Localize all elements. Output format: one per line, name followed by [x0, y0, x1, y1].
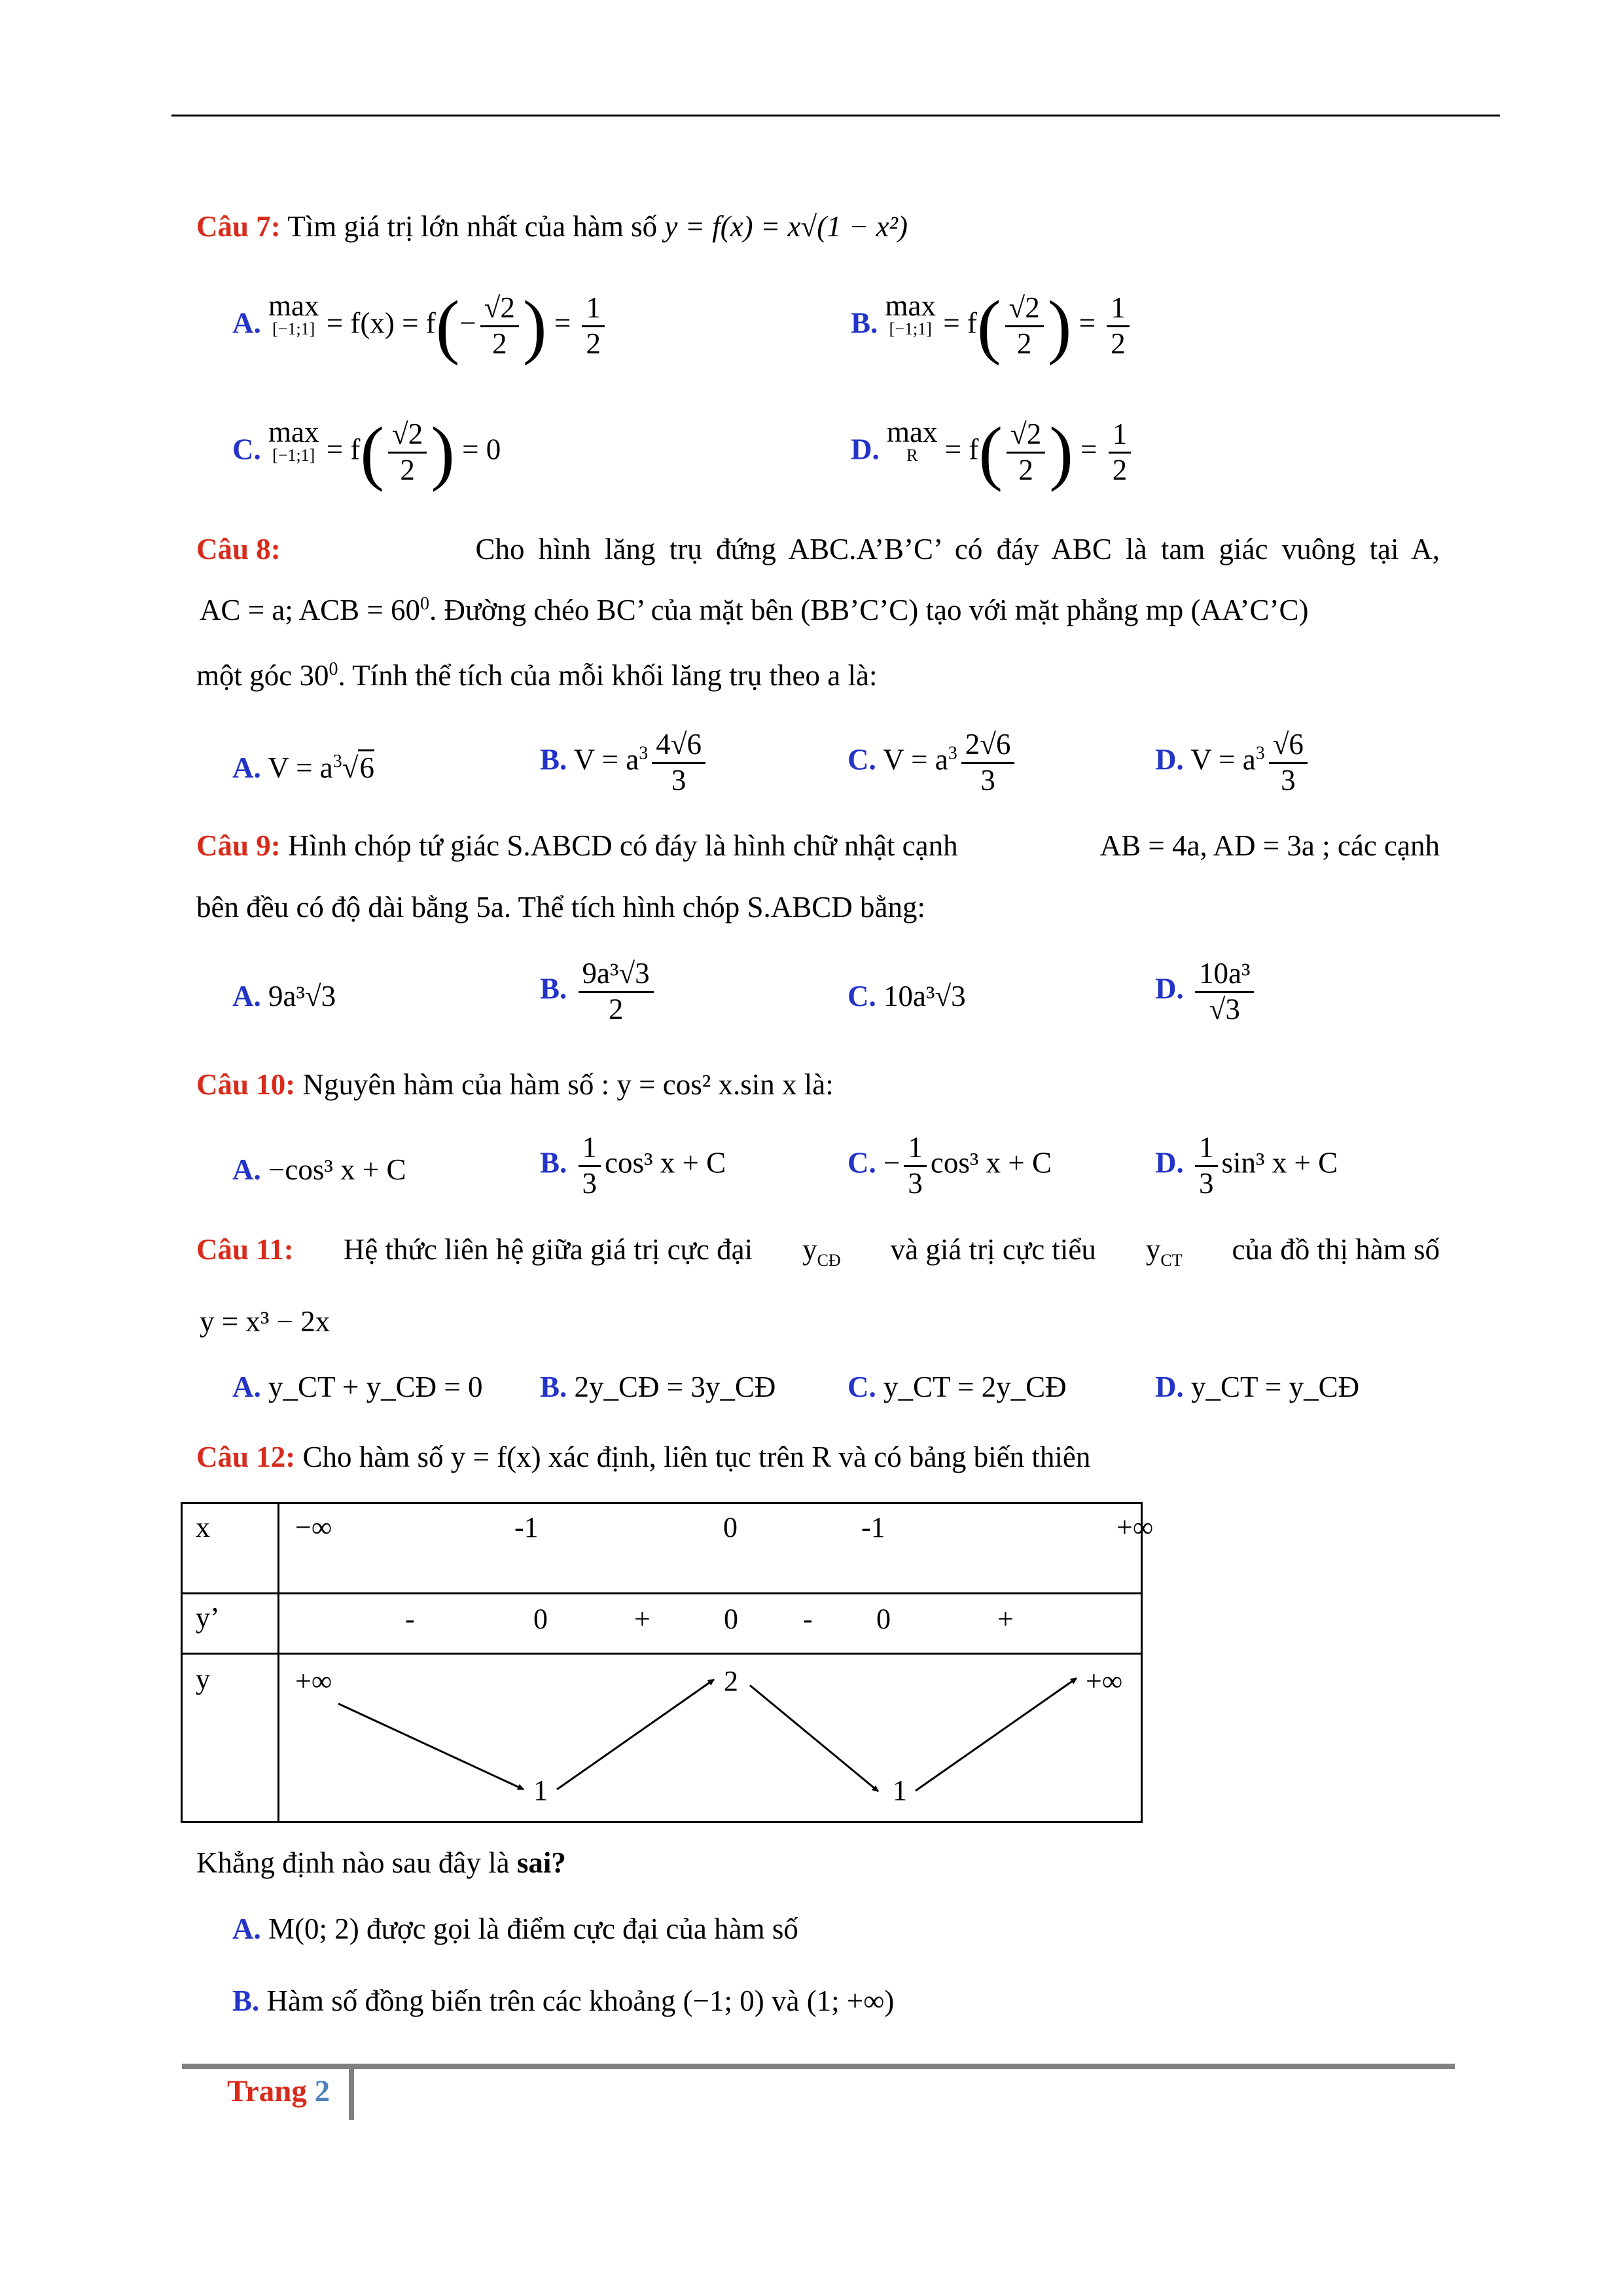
q8-option-d [1155, 728, 1311, 798]
q8-c-letter: C. [847, 743, 876, 776]
q9-b-letter: B. [540, 972, 567, 1005]
q12-option-a [232, 1914, 798, 1944]
yprime-sign: + [634, 1603, 651, 1635]
q7-b-letter: B. [851, 306, 878, 340]
q8-c-fraction: $\frac{2√6}{3}$ [961, 728, 1015, 798]
q7-line [196, 211, 908, 243]
footer-rule [182, 2064, 1455, 2069]
q10-a-letter: A. [232, 1153, 261, 1186]
q11-text1b: và giá trị cực tiểu [890, 1233, 1096, 1266]
q7-a-letter: A. [232, 306, 261, 340]
q8-text3b: . Tính thể tích của mỗi khối lăng trụ theo a là: [338, 659, 878, 692]
q9-d-fraction: $\frac{\text{10a³}}{√3}$ [1195, 957, 1254, 1027]
q8-c-pre: V = a [883, 743, 948, 776]
q12-a-text: M(0; 2) được gọi là điểm cực đại của hàm số [268, 1912, 798, 1945]
q7-a-fraction: $\frac{√2}{2}$ [480, 291, 519, 361]
q12-line [196, 1441, 1090, 1474]
q9-text1c: ; các cạnh [1322, 829, 1440, 862]
q7-d-result: $\frac{1}{2}$ [1109, 418, 1132, 488]
q8-text3a: một góc 30 [196, 659, 329, 692]
q9-text1a: Hình chóp tứ giác S.ABCD có đáy là hình chữ nhật cạnh [288, 829, 958, 862]
q7-b-fraction: $\frac{√2}{2}$ [1005, 291, 1044, 361]
q12-text-a: Cho hàm số [302, 1441, 444, 1473]
q7-d-eq: = [1080, 433, 1097, 466]
q11-a-text: y_CT + y_CĐ = 0 [268, 1371, 483, 1403]
q8-option-b [540, 728, 709, 798]
q11-c-letter: C. [847, 1371, 876, 1403]
yprime-sign: - [405, 1603, 415, 1635]
variation-table [181, 1502, 1154, 1823]
q7-option-a: A. max [−1;1] = f(x) = f(− $\frac{√2}{2}$ ) = $\frac{1}{2}$ [232, 291, 609, 361]
q8-b-pre: V = a [573, 743, 639, 776]
q12-question [196, 1847, 566, 1880]
footer-separator [349, 2069, 354, 2120]
q7-label: Câu 7: [196, 210, 281, 243]
q12-label: Câu 12: [196, 1441, 296, 1473]
page-digit: 2 [314, 2074, 330, 2108]
q8-text1: Cho hình lăng trụ đứng ABC.A’B’C’ có đáy ABC là tam giác vuông tại A, [475, 533, 1440, 565]
q11-d-text: y_CT = y_CĐ [1191, 1371, 1360, 1403]
q11-c-text: y_CT = 2y_CĐ [883, 1371, 1067, 1403]
q9-b-fraction: $\frac{\text{9a³√3}}{2}$ [579, 957, 654, 1027]
q9-option-c [847, 982, 966, 1011]
yprime-sign: 0 [533, 1603, 548, 1635]
q11-yct: $y_{CT}$ [1145, 1233, 1183, 1270]
y-value: +∞ [1086, 1665, 1123, 1697]
q10-d-text: sin³ x + C [1221, 1146, 1338, 1179]
q9-option-b [540, 957, 658, 1027]
q8-b-letter: B. [540, 743, 567, 776]
q10-a-text: −cos³ x + C [268, 1153, 406, 1186]
q8-d-letter: D. [1155, 743, 1184, 776]
q8-c-sup: 3 [948, 743, 957, 764]
q8-a-pre: V = a [268, 751, 333, 784]
table-arrows [183, 1504, 1154, 1821]
yprime-sign: + [997, 1603, 1014, 1635]
q10-b-letter: B. [540, 1146, 567, 1179]
q11-label: Câu 11: [196, 1233, 294, 1266]
q7-b-eq: = [1079, 306, 1096, 340]
q7-c-fraction: $\frac{√2}{2}$ [388, 418, 427, 488]
q7-a-eq: = [554, 306, 571, 340]
q11-line2 [200, 1306, 330, 1338]
q12-b-interval2: (1; +∞) [806, 1984, 895, 2017]
q8-deg1: 0 [420, 594, 430, 614]
q9-d-letter: D. [1155, 972, 1184, 1005]
q8-a-rad: 6 [358, 749, 374, 784]
q11-ycd: $y_{CĐ}$ [802, 1233, 841, 1270]
q7-option-c: C. max [−1;1] = f( $\frac{√2}{2}$ ) = 0 [232, 412, 501, 492]
q7-c-eq: = 0 [462, 433, 501, 466]
q12-text-b: xác định, liên tục trên R và có bảng biến thiên [548, 1441, 1091, 1473]
y-value: 1 [893, 1774, 907, 1806]
q10-c-fraction: $\frac{1}{3}$ [904, 1131, 927, 1201]
label-yprime: y’ [196, 1602, 220, 1634]
q7-d-lhs: = f [944, 433, 979, 466]
q11-option-b [540, 1372, 776, 1402]
x-value: -1 [861, 1511, 885, 1543]
q10-option-d [1155, 1131, 1338, 1201]
q8-d-pre: V = a [1190, 743, 1256, 776]
q8-b-sup: 3 [639, 743, 649, 764]
q12-b-text: Hàm số đồng biến trên các khoảng [266, 1984, 676, 2017]
q7-a-lhs: = f(x) = f [326, 306, 436, 340]
q7-b-result: $\frac{1}{2}$ [1107, 291, 1130, 361]
q10-option-c [847, 1131, 1052, 1201]
q10-line [196, 1069, 834, 1102]
q10-c-letter: C. [847, 1146, 876, 1179]
page-word: Trang [227, 2074, 307, 2108]
q7-c-letter: C. [232, 433, 261, 466]
q11-d-letter: D. [1155, 1371, 1184, 1403]
q7-a-max: max [−1;1] [268, 289, 319, 338]
q12-option-b [232, 1986, 894, 2016]
yprime-sign: 0 [876, 1603, 891, 1635]
q10-option-a [232, 1155, 406, 1185]
yprime-sign: 0 [724, 1603, 738, 1635]
x-value: 0 [723, 1511, 738, 1543]
q7-option-b: B. max [−1;1] = f( $\frac{√2}{2}$ ) = $\frac{1}{2}$ [851, 291, 1133, 361]
q12-question-text: Khẳng định nào sau đây là [196, 1846, 510, 1879]
q8-text2: . Đường chéo BC’ của mặt bên (BB’C’C) tạo với mặt phẳng mp (AA’C’C) [429, 594, 1309, 626]
x-value: −∞ [295, 1511, 332, 1543]
q11-b-text: 2y_CĐ = 3y_CĐ [574, 1371, 776, 1403]
q7-a-neg: − [459, 306, 476, 340]
q7-c-lhs: = f [326, 433, 361, 466]
q7-a-result: $\frac{1}{2}$ [582, 291, 605, 361]
arrow-up [916, 1678, 1077, 1791]
q8-line1 [196, 533, 1440, 566]
q8-deg2: 0 [329, 659, 338, 679]
yprime-sign: - [803, 1603, 813, 1635]
q9-option-d [1155, 957, 1258, 1027]
q10-b-fraction: $\frac{1}{3}$ [579, 1131, 601, 1201]
q10-b-text: cos³ x + C [605, 1146, 726, 1179]
header-rule [171, 115, 1500, 117]
q7-text: Tìm giá trị lớn nhất của hàm số [287, 210, 658, 243]
q7-b-lhs: = f [943, 306, 977, 340]
q11-text1a: Hệ thức liên hệ giữa giá trị cực đại [343, 1233, 753, 1266]
q10-c-neg: − [883, 1146, 901, 1179]
x-value: +∞ [1116, 1511, 1154, 1543]
q12-b-letter: B. [232, 1984, 260, 2017]
q8-d-fraction: $\frac{√6}{3}$ [1269, 728, 1308, 798]
q9-label: Câu 9: [196, 829, 281, 862]
arrow-up [557, 1679, 714, 1789]
q7-b-max: max [−1;1] [885, 289, 936, 338]
q9-option-a [232, 982, 336, 1011]
q8-d-sup: 3 [1255, 743, 1265, 764]
q7-formula: y = f(x) = x√(1 − x²) [664, 210, 908, 243]
q11-option-c [847, 1372, 1067, 1402]
arrow-down [338, 1704, 524, 1789]
label-y: y [196, 1663, 210, 1695]
q8-line2 [200, 594, 1308, 627]
q12-b-interval1: (−1; 0) [683, 1984, 764, 2017]
q11-a-letter: A. [232, 1371, 261, 1403]
q8-label: Câu 8: [196, 533, 281, 565]
q8-option-a: A. $V = a^3√6$ [232, 753, 374, 783]
q10-d-letter: D. [1155, 1146, 1184, 1179]
q7-d-letter: D. [851, 433, 880, 466]
q7-c-max: max [−1;1] [268, 416, 319, 465]
y-value: +∞ [295, 1665, 332, 1697]
q9-c-letter: C. [847, 980, 876, 1013]
q11-formula: y = x³ − 2x [200, 1305, 330, 1338]
q8-option-c [847, 728, 1018, 798]
q9-line1 [196, 830, 1440, 863]
q11-b-letter: B. [540, 1371, 567, 1403]
q10-label: Câu 10: [196, 1068, 296, 1101]
q12-question-emph: sai? [516, 1846, 566, 1879]
q7-option-d: D. max R = f( $\frac{√2}{2}$ ) = $\frac{1}{2}$ [851, 418, 1135, 488]
q10-c-text: cos³ x + C [930, 1146, 1052, 1179]
q9-a-letter: A. [232, 980, 261, 1013]
x-value: -1 [514, 1511, 539, 1543]
q10-option-b [540, 1131, 726, 1201]
y-value: 1 [533, 1774, 548, 1806]
label-x: x [196, 1511, 210, 1543]
q8-line3 [196, 660, 877, 692]
q8-b-fraction: $\frac{4√6}{3}$ [652, 728, 705, 798]
page-number [227, 2073, 330, 2109]
q8-a-sup: 3 [332, 751, 342, 772]
q8-formula: AC = a; ACB = 60 [200, 594, 421, 626]
q9-line2 [196, 891, 925, 924]
q7-d-max: max R [887, 416, 938, 465]
q12-formula: y = f(x) [450, 1441, 541, 1473]
q11-line1 [196, 1234, 1440, 1270]
q7-d-fraction: $\frac{√2}{2}$ [1007, 418, 1045, 488]
q10-text: Nguyên hàm của hàm số : y = cos² x.sin x là: [302, 1068, 834, 1101]
q12-b-and: và [771, 1984, 800, 2017]
q9-a-text: 9a³√3 [268, 980, 336, 1013]
q9-c-text: 10a³√3 [883, 980, 966, 1013]
q10-d-fraction: $\frac{1}{3}$ [1195, 1131, 1218, 1201]
q9-text2: bên đều có độ dài bằng 5a. Thể tích hình chóp S.ABCD bằng: [196, 891, 925, 924]
arrow-down [750, 1685, 878, 1791]
q8-a-letter: A. [232, 751, 261, 784]
q11-option-d [1155, 1372, 1359, 1402]
q11-option-a [232, 1372, 482, 1402]
y-value: 2 [724, 1665, 738, 1697]
q12-a-letter: A. [232, 1912, 261, 1945]
q9-formula: AB = 4a, AD = 3a [1099, 829, 1315, 862]
q11-text1c: của đồ thị hàm số [1232, 1233, 1440, 1266]
